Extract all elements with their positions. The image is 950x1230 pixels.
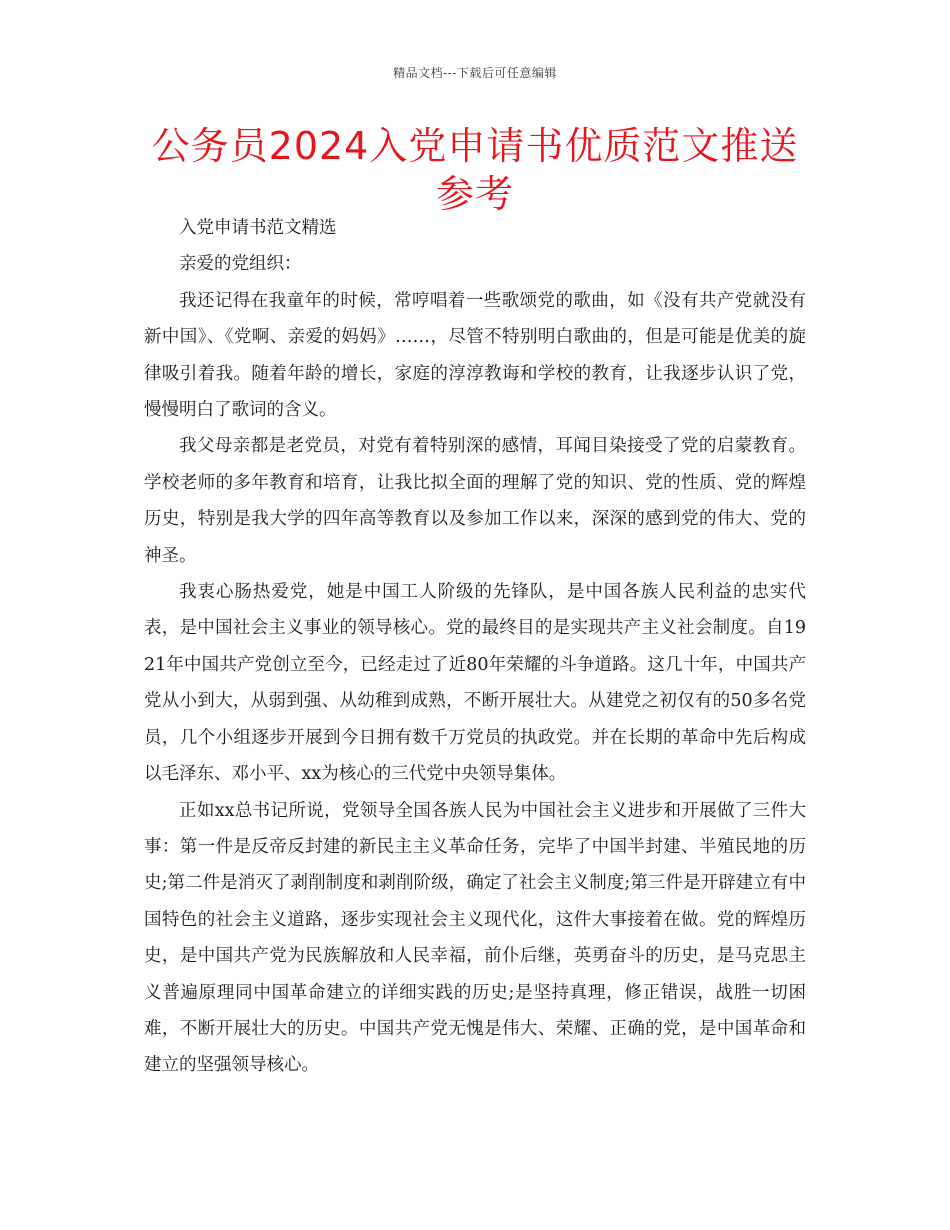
body-paragraph: 我父母亲都是老党员，对党有着特别深的感情，耳闻目染接受了党的启蒙教育。学校老师的多年教育和培育，让我比拟全面的理解了党的知识、党的性质、党的辉煌历史，特别是我大学的四年高等教育以及参加工作以来，深深的感到党的伟大、党的神圣。 — [144, 436, 806, 566]
document-body — [144, 210, 806, 1084]
body-paragraph: 我衷心肠热爱党，她是中国工人阶级的先锋队，是中国各族人民利益的忠实代表，是中国社会主义事业的领导核心。党的最终目的是实现共产主义社会制度。自1921年中国共产党创立至今，已经走过了近80年荣耀的斗争道路。这几十年，中国共产党从小到大，从弱到强、从幼稚到成熟，不断开展壮大。从建党之初仅有的50多名党员，几个小组逐步开展到今日拥有数千万党员的执政党。并在长期的革命中先后构成以毛泽东、邓小平、xx为核心的三代党中央领导集体。 — [144, 582, 806, 785]
body-paragraph: 我还记得在我童年的时候，常哼唱着一些歌颂党的歌曲，如《没有共产党就没有新中国》、《党啊、亲爱的妈妈》……，尽管不特别明白歌曲的，但是可能是优美的旋律吸引着我。随着年龄的增长，家庭的淳淳教诲和学校的教育，让我逐步认识了党，慢慢明白了歌词的含义。 — [144, 290, 806, 421]
document-title: 公务员2024入党申请书优质范文推送参考 — [151, 124, 799, 216]
salutation-paragraph: 亲爱的党组织： — [179, 254, 302, 275]
subtitle-paragraph: 入党申请书范文精选 — [179, 218, 337, 238]
body-paragraph: 正如xx总书记所说，党领导全国各族人民为中国社会主义进步和开展做了三件大事：第一件是反帝反封建的新民主主义革命任务，完毕了中国半封建、半殖民地的历史;第二件是消灭了剥削制度和剥削阶级，确定了社会主义制度;第三件是开辟建立有中国特色的社会主义道路，逐步实现社会主义现代化，这件大事接着在做。党的辉煌历史，是中国共产党为民族解放和人民幸福，前仆后继，英勇奋斗的历史，是马克思主义普遍原理同中国革命建立的详细实践的历史;是坚持真理，修正错误，战胜一切困难，不断开展壮大的历史。中国共产党无愧是伟大、荣耀、正确的党，是中国革命和建立的坚强领导核心。 — [144, 800, 806, 1076]
header-note: 精品文档---下载后可任意编辑 — [393, 66, 557, 80]
